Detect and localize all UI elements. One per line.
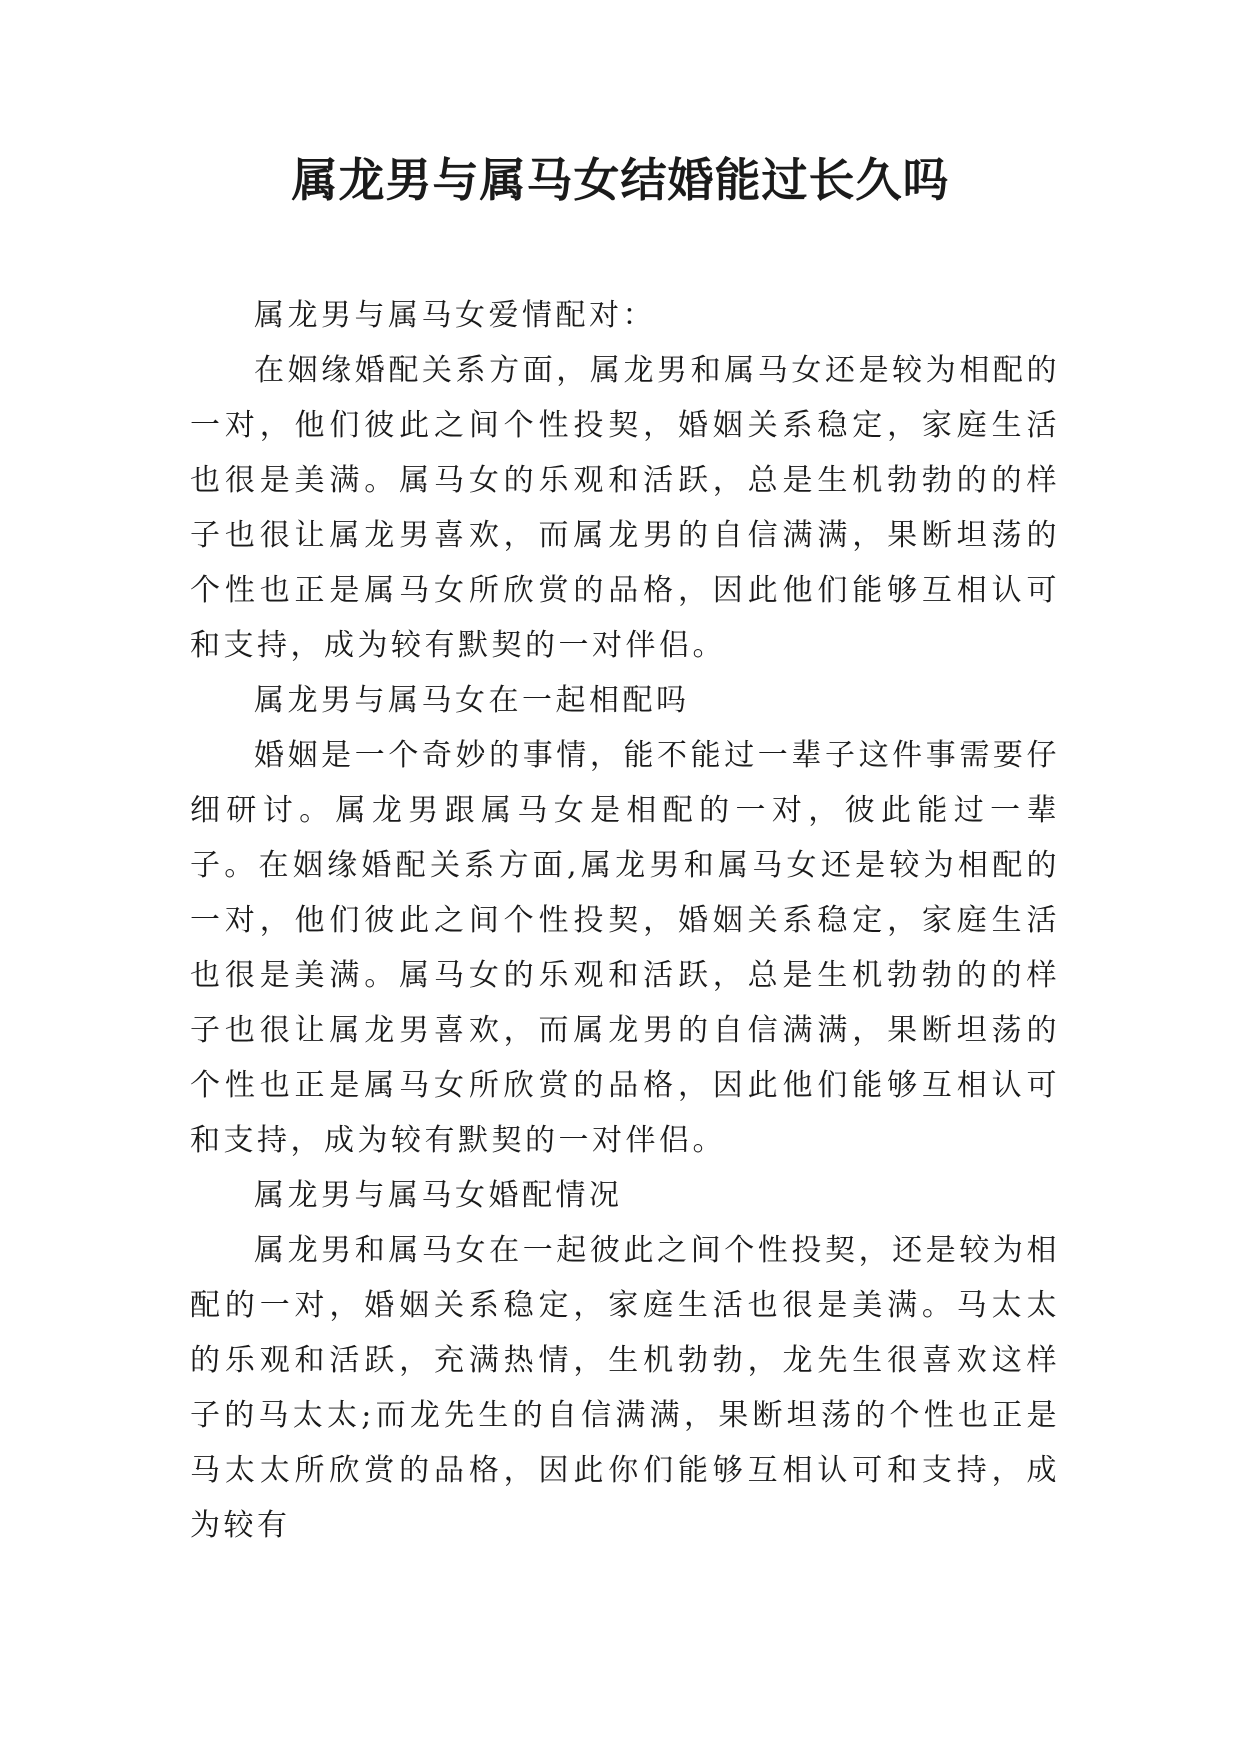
section-heading-compatibility: 属龙男与属马女在一起相配吗 xyxy=(254,683,690,718)
section-heading-love-match: 属龙男与属马女爱情配对： xyxy=(254,298,656,333)
paragraph-marriage-relationship: 在姻缘婚配关系方面，属龙男和属马女还是较为相配的一对，他们彼此之间个性投契，婚姻关系稳定，家庭生活也很是美满。属马女的乐观和活跃，总是生机勃勃的的样子也很让属龙男喜欢，而属龙男的自信满满，果断坦荡的个性也正是属马女所欣赏的品格，因此他们能够互相认可和支持，成为较有默契的一对伴侣。 xyxy=(190,353,1060,663)
paragraph-compatibility: 婚姻是一个奇妙的事情，能不能过一辈子这件事需要仔细研讨。属龙男跟属马女是相配的一对，彼此能过一辈子。在姻缘婚配关系方面,属龙男和属马女还是较为相配的一对，他们彼此之间个性投契，婚姻关系稳定，家庭生活也很是美满。属马女的乐观和活跃，总是生机勃勃的的样子也很让属龙男喜欢，而属龙男的自信满满，果断坦荡的个性也正是属马女所欣赏的品格，因此他们能够互相认可和支持，成为较有默契的一对伴侣。 xyxy=(190,738,1060,1158)
document-body xyxy=(190,288,1060,1553)
document-title: 属龙男与属马女结婚能过长久吗 xyxy=(291,153,950,207)
section-heading-marriage-situation: 属龙男与属马女婚配情况 xyxy=(254,1178,623,1213)
paragraph-marriage-situation: 属龙男和属马女在一起彼此之间个性投契，还是较为相配的一对，婚姻关系稳定，家庭生活也很是美满。马太太的乐观和活跃，充满热情，生机勃勃，龙先生很喜欢这样子的马太太;而龙先生的自信满满，果断坦荡的个性也正是马太太所欣赏的品格，因此你们能够互相认可和支持，成为较有 xyxy=(190,1233,1060,1543)
